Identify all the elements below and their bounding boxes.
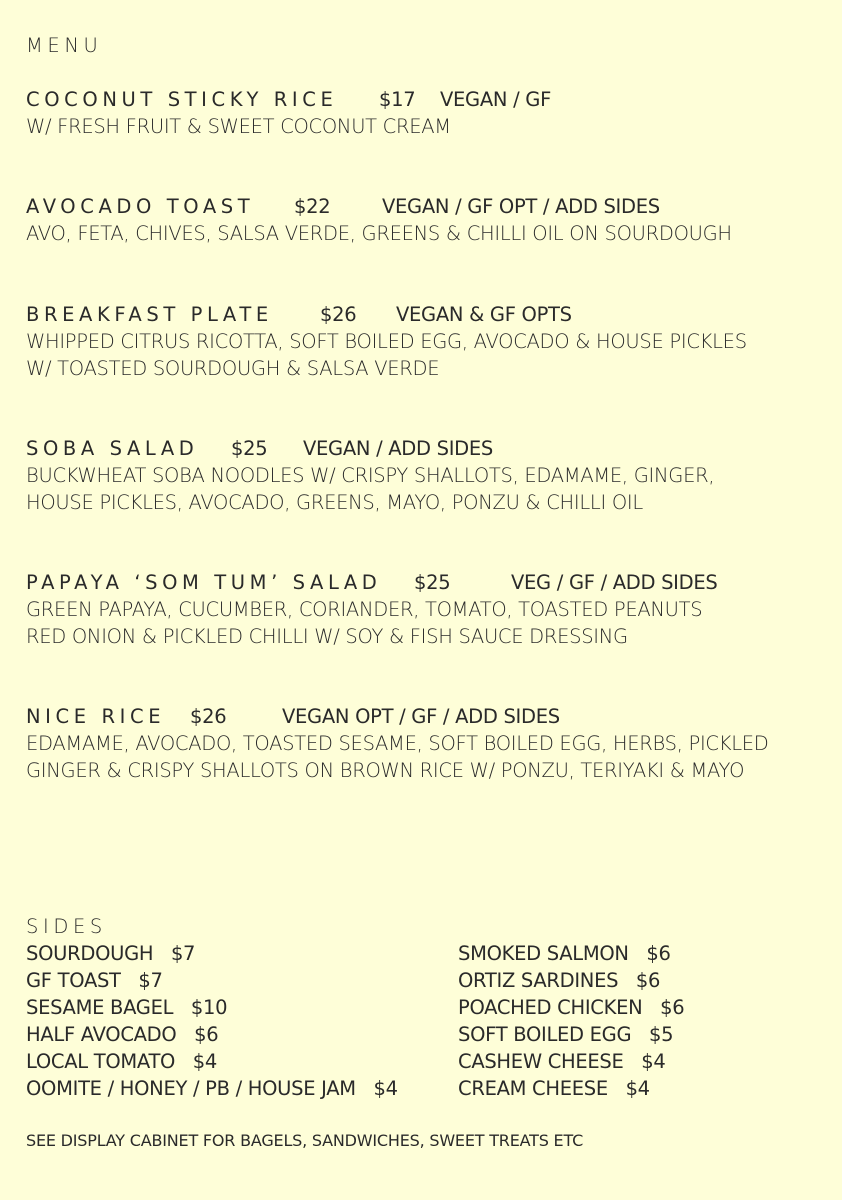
side-item: HALF AVOCADO $6 <box>26 1023 219 1046</box>
menu-item-tags: VEGAN / GF OPT / ADD SIDES <box>382 195 660 218</box>
menu-item-price: $22 <box>294 195 331 218</box>
side-item: CREAM CHEESE $4 <box>458 1077 650 1100</box>
menu-item-description: GINGER & CRISPY SHALLOTS ON BROWN RICE W/ PONZU, TERIYAKI & MAYO <box>26 759 745 782</box>
menu-item-description: HOUSE PICKLES, AVOCADO, GREENS, MAYO, PONZU & CHILLI OIL <box>26 491 643 514</box>
menu-item-tags: VEG / GF / ADD SIDES <box>511 571 718 594</box>
footnote: SEE DISPLAY CABINET FOR BAGELS, SANDWICHES, SWEET TREATS ETC <box>26 1131 584 1150</box>
menu-item-name: BREAKFAST PLATE <box>26 303 273 326</box>
menu-item-name: PAPAYA ‘SOM TUM’ SALAD <box>26 571 382 594</box>
menu-item-name: AVOCADO TOAST <box>26 195 255 218</box>
menu-item-price: $26 <box>320 303 357 326</box>
sides-list-left <box>26 940 398 1102</box>
menu-item-tags: VEGAN OPT / GF / ADD SIDES <box>282 705 560 728</box>
menu-item-description: WHIPPED CITRUS RICOTTA, SOFT BOILED EGG, AVOCADO & HOUSE PICKLES <box>26 330 747 353</box>
menu-item-tags: VEGAN / ADD SIDES <box>303 437 493 460</box>
menu-item-tags: VEGAN & GF OPTS <box>396 303 572 326</box>
side-item: LOCAL TOMATO $4 <box>26 1050 218 1073</box>
menu-item-description: EDAMAME, AVOCADO, TOASTED SESAME, SOFT BOILED EGG, HERBS, PICKLED <box>26 732 769 755</box>
sides-list-right <box>458 940 684 1102</box>
menu-title: MENU <box>26 34 103 57</box>
menu-item-price: $17 <box>379 88 416 111</box>
menu-item-description: W/ TOASTED SOURDOUGH & SALSA VERDE <box>26 357 440 380</box>
menu-item-description: BUCKWHEAT SOBA NOODLES W/ CRISPY SHALLOTS, EDAMAME, GINGER, <box>26 464 715 487</box>
menu-item-description: GREEN PAPAYA, CUCUMBER, CORIANDER, TOMATO, TOASTED PEANUTS <box>26 598 703 621</box>
sides-title: SIDES <box>26 915 107 938</box>
menu-item-description: AVO, FETA, CHIVES, SALSA VERDE, GREENS & CHILLI OIL ON SOURDOUGH <box>26 222 732 245</box>
side-item: GF TOAST $7 <box>26 969 163 992</box>
side-item: OOMITE / HONEY / PB / HOUSE JAM $4 <box>26 1077 398 1100</box>
menu-item-name: NICE RICE <box>26 705 166 728</box>
menu-item-tags: VEGAN / GF <box>440 88 551 111</box>
menu-item-name: COCONUT STICKY RICE <box>26 88 338 111</box>
side-item: POACHED CHICKEN $6 <box>458 996 685 1019</box>
side-item: CASHEW CHEESE $4 <box>458 1050 666 1073</box>
side-item: SOFT BOILED EGG $5 <box>458 1023 674 1046</box>
menu-item-name: SOBA SALAD <box>26 437 199 460</box>
side-item: ORTIZ SARDINES $6 <box>458 969 661 992</box>
menu-item-description: RED ONION & PICKLED CHILLI W/ SOY & FISH SAUCE DRESSING <box>26 625 628 648</box>
menu-item-price: $26 <box>190 705 227 728</box>
menu-item-description: W/ FRESH FRUIT & SWEET COCONUT CREAM <box>26 115 451 138</box>
menu-item-price: $25 <box>231 437 268 460</box>
side-item: SESAME BAGEL $10 <box>26 996 228 1019</box>
side-item: SMOKED SALMON $6 <box>458 942 671 965</box>
side-item: SOURDOUGH $7 <box>26 942 196 965</box>
menu-item-price: $25 <box>414 571 451 594</box>
